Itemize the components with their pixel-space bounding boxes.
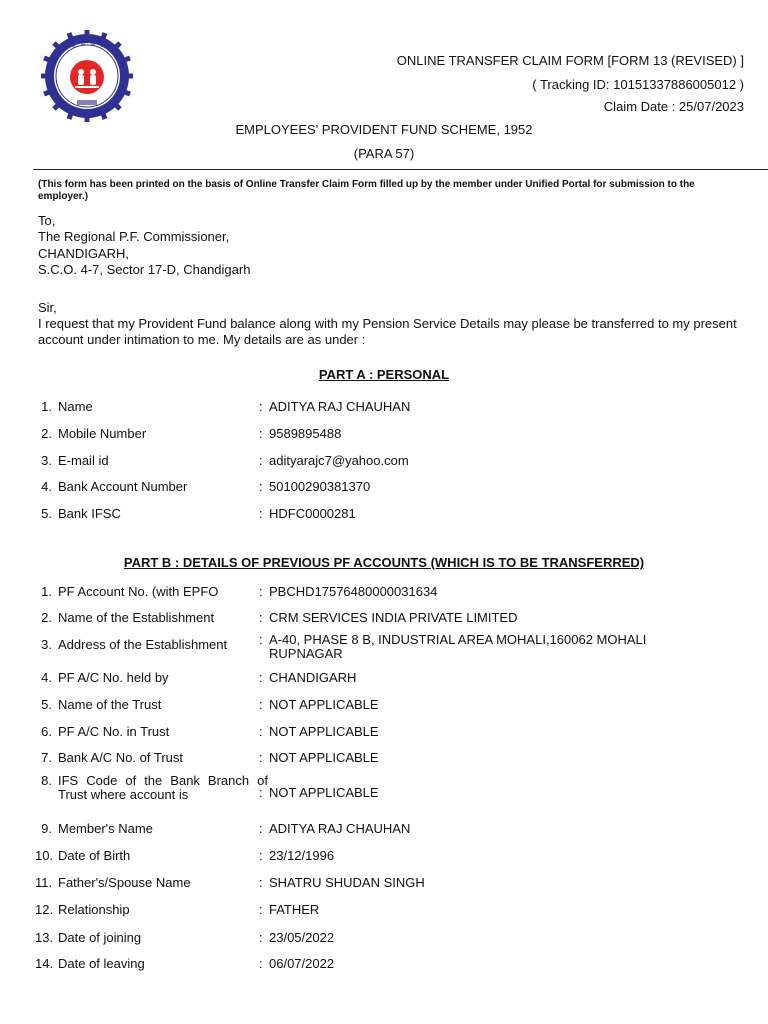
row-label: Relationship [58,902,130,917]
row-value: SHATRU SHUDAN SINGH [269,875,425,890]
request-text: I request that my Provident Fund balance along with my Pension Service Details may please be transferred to my present account under intimation to me. My details are as under : [38,316,737,347]
epfo-emblem-icon [41,30,133,122]
row-colon: : [259,930,263,945]
row-colon: : [259,399,263,414]
header-divider [33,169,768,170]
row-label: Bank A/C No. of Trust [58,750,183,765]
row-value: FATHER [269,902,320,917]
row-number: 12. [35,902,54,917]
row-number: 11. [35,875,53,890]
row-colon: : [259,875,263,890]
para-ref: (PARA 57) [353,146,415,161]
row-colon: : [259,785,263,800]
tracking-id: ( Tracking ID: 10151337886005012 ) [532,77,744,92]
row-colon: : [259,956,263,971]
row-value: 50100290381370 [269,479,371,494]
row-colon: : [259,584,263,599]
salutation: Sir, [38,300,57,315]
row-value: NOT APPLICABLE [269,724,379,739]
row-number: 4. [41,479,52,494]
row-colon: : [259,670,263,685]
row-label: PF A/C No. held by [58,670,169,685]
row-value: CHANDIGARH [269,670,357,685]
row-label: E-mail id [58,453,109,468]
row-value: NOT APPLICABLE [269,750,379,765]
row-label: IFS Code of the Bank Branch of Trust where account is [58,773,268,802]
row-label: PF Account No. (with EPFO [58,584,219,599]
row-colon: : [259,821,263,836]
row-colon: : [259,724,263,739]
row-value: HDFC0000281 [269,506,356,521]
row-label: Bank Account Number [58,479,188,494]
row-colon: : [259,453,263,468]
row-label: Address of the Establishment [58,637,228,652]
row-number: 5. [41,697,52,712]
row-colon: : [259,610,263,625]
row-number: 1. [41,399,52,414]
row-value: 06/07/2022 [269,956,335,971]
row-colon: : [259,426,263,441]
row-colon: : [259,902,263,917]
row-number: 7. [41,750,52,765]
row-label: PF A/C No. in Trust [58,724,170,739]
row-colon: : [259,697,263,712]
address-to: To, [38,213,56,228]
row-value: ADITYA RAJ CHAUHAN [269,399,411,414]
claim-date: Claim Date : 25/07/2023 [603,99,744,114]
row-colon: : [259,750,263,765]
row-number: 3. [41,637,52,652]
row-number: 9. [41,821,52,836]
row-value: NOT APPLICABLE [269,697,379,712]
address-line: CHANDIGARH, [38,246,130,261]
row-value: 9589895488 [269,426,342,441]
row-number: 3. [41,453,52,468]
row-colon: : [259,479,263,494]
row-value: adityarajc7@yahoo.com [269,453,409,468]
row-number: 5. [41,506,52,521]
row-label: Member's Name [58,821,153,836]
row-colon: : [259,848,263,863]
row-label: Date of leaving [58,956,145,971]
row-label: Name [58,399,93,414]
letter-body [38,300,768,348]
row-value: PBCHD17576480000031634 [269,584,438,599]
row-colon: : [259,506,263,521]
row-label: Mobile Number [58,426,147,441]
row-label: Name of the Trust [58,697,162,712]
scheme-title: EMPLOYEES' PROVIDENT FUND SCHEME, 1952 [235,122,533,137]
row-number: 10. [35,848,54,863]
row-number: 8. [41,773,52,788]
part-b-heading: PART B : DETAILS OF PREVIOUS PF ACCOUNTS (WHICH IS TO BE TRANSFERRED) [123,555,645,570]
row-number: 6. [41,724,52,739]
row-number: 2. [41,426,52,441]
form-title: ONLINE TRANSFER CLAIM FORM [FORM 13 (REVISED) ] [396,53,744,68]
row-number: 13. [35,930,54,945]
row-value: ADITYA RAJ CHAUHAN [269,821,411,836]
row-value: 23/12/1996 [269,848,335,863]
row-label: Father's/Spouse Name [58,875,191,890]
part-a-heading: PART A : PERSONAL [318,367,450,382]
address-line: S.C.O. 4-7, Sector 17-D, Chandigarh [38,262,251,277]
row-label: Name of the Establishment [58,610,215,625]
row-value: NOT APPLICABLE [269,785,379,800]
row-number: 14. [35,956,54,971]
row-label: Date of joining [58,930,142,945]
row-number: 4. [41,670,52,685]
address-line: The Regional P.F. Commissioner, [38,229,230,244]
row-value: CRM SERVICES INDIA PRIVATE LIMITED [269,610,518,625]
row-number: 1. [41,584,52,599]
row-value: A-40, PHASE 8 B, INDUSTRIAL AREA MOHALI,160062 MOHALI RUPNAGAR [269,632,647,661]
row-value: 23/05/2022 [269,930,335,945]
row-colon: : [259,632,263,647]
row-number: 2. [41,610,52,625]
row-label: Date of Birth [58,848,131,863]
row-label: Bank IFSC [58,506,121,521]
print-note: (This form has been printed on the basis of Online Transfer Claim Form filled up by the member under Unified Portal for submission to the employer.) [38,179,695,202]
